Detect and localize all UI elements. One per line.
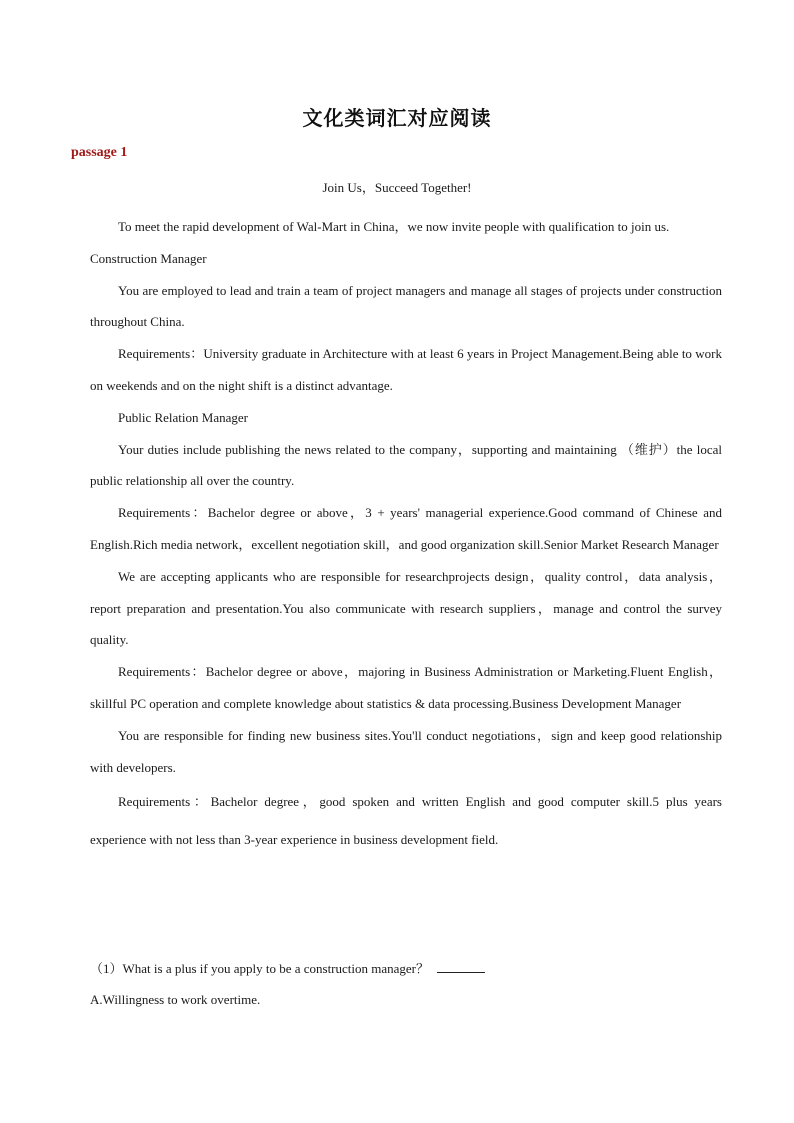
job-title-public-relation-manager: Public Relation Manager — [118, 409, 248, 425]
passage-subtitle: Join Us，Succeed Together! — [322, 180, 472, 195]
document-title: 文化类词汇对应阅读 — [302, 106, 492, 130]
question-1 — [90, 958, 722, 979]
passage-label: passage 1 — [71, 145, 128, 160]
passage-body — [90, 211, 722, 859]
requirements-paragraph: Requirements：Bachelor degree or above，majoring in Business Administration or Marketing.Fluent English，skillful PC operation and complete knowledge about statistics & data processing.Business Development Manager — [90, 664, 722, 711]
job-title-construction-manager: Construction Manager — [90, 250, 207, 266]
requirements-paragraph: Requirements：Bachelor degree or above，3 + years' managerial experience.Good command of Chinese and English.Rich media network，excellent negotiation skill，and good organization skill.Senior Market Research Manager — [90, 505, 722, 552]
option-a: A.Willingness to work overtime. — [90, 992, 261, 1007]
job-description-paragraph: You are responsible for finding new business sites.You'll conduct negotiations，sign and keep good relationship with developers. — [90, 727, 722, 775]
answer-blank[interactable] — [437, 958, 485, 973]
question-text: （1）What is a plus if you apply to be a construction manager？ — [90, 961, 430, 976]
requirements-paragraph: Requirements：University graduate in Architecture with at least 6 years in Project Management.Being able to work on weekends and on the night shift is a distinct advantage. — [90, 346, 722, 393]
intro-paragraph: To meet the rapid development of Wal-Mart in China，we now invite people with qualification to join us. — [118, 219, 670, 234]
job-description-paragraph: Your duties include publishing the news related to the company，supporting and maintaining （维护）the local public relationship all over the country. — [90, 441, 722, 489]
job-description-paragraph: We are accepting applicants who are responsible for researchprojects design，quality control，data analysis，report preparation and presentation.You also communicate with research suppliers，manage and control the survey quality. — [90, 568, 722, 648]
job-description-paragraph: You are employed to lead and train a team of project managers and manage all stages of projects under construction throughout China. — [90, 282, 722, 330]
requirements-paragraph: Requirements：Bachelor degree，good spoken and written English and good computer skill.5 plus years experience with not less than 3-year experience in business development field. — [90, 794, 722, 848]
